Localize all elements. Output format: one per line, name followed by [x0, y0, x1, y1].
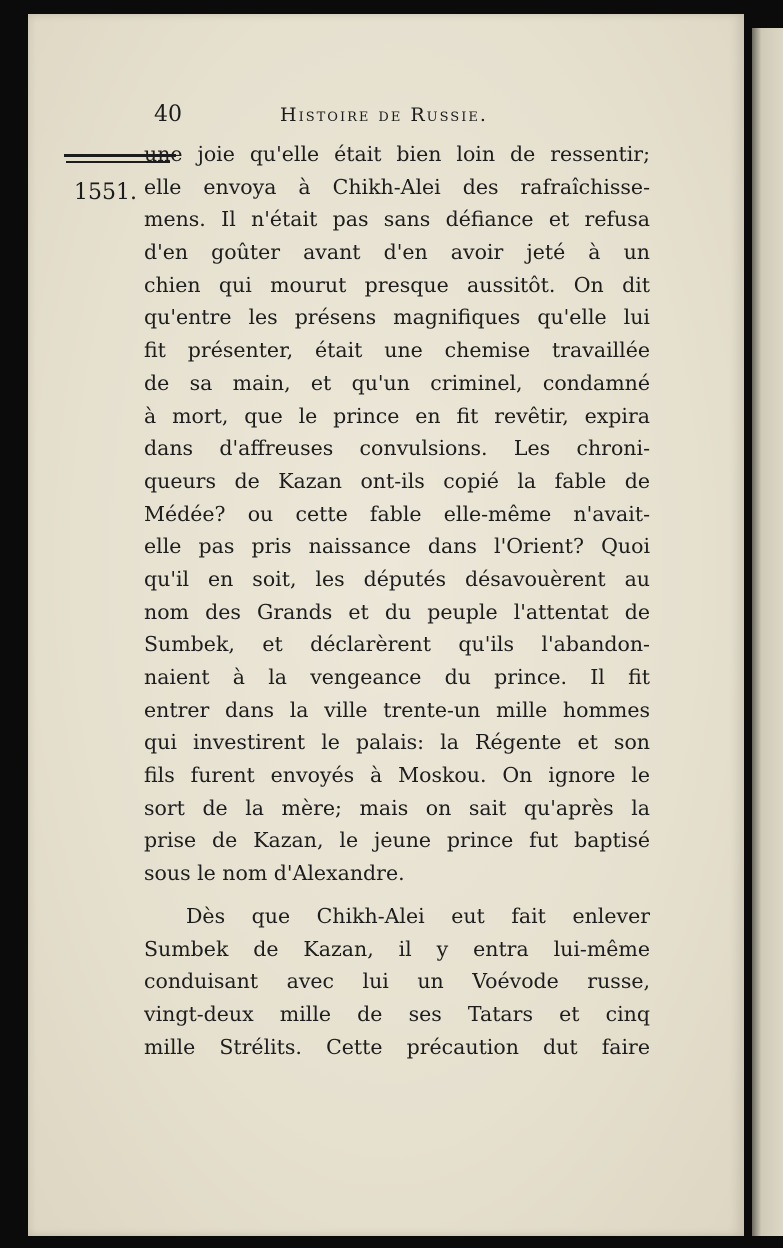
text-line: nom des Grands et du peuple l'attentat de: [144, 599, 650, 624]
text-line: fit présenter, était une chemise travaillée: [144, 338, 650, 363]
text-line: fils furent envoyés à Moskou. On ignore le: [144, 763, 650, 788]
text-line: vingt-deux mille de ses Tatars et cinq: [144, 1001, 650, 1026]
text-line: de sa main, et qu'un criminel, condamné: [144, 370, 650, 395]
paragraph-2: [144, 900, 650, 1063]
text-line: une joie qu'elle était bien loin de ressentir;: [144, 142, 650, 166]
text-line: à mort, que le prince en fit revêtir, expira: [144, 403, 650, 428]
margin-year-note: 1551.: [74, 180, 137, 205]
text-line: qu'entre les présens magnifiques qu'elle lui: [144, 305, 650, 330]
text-line: dans d'affreuses convulsions. Les chroni-: [144, 436, 650, 461]
text-line: elle pas pris naissance dans l'Orient? Quoi: [144, 534, 650, 559]
text-line: Médée? ou cette fable elle-même n'avait-: [144, 501, 650, 526]
running-title: Histoire de Russie.: [280, 104, 488, 126]
text-line: sort de la mère; mais on sait qu'après la: [144, 795, 650, 820]
text-line: Sumbek, et déclarèrent qu'ils l'abandon-: [144, 632, 650, 657]
text-line: mens. Il n'était pas sans défiance et refusa: [144, 207, 650, 232]
text-line: Sumbek de Kazan, il y entra lui-même: [144, 936, 650, 961]
text-line: conduisant avec lui un Voévode russe,: [144, 969, 650, 994]
text-line: mille Strélits. Cette précaution dut faire: [144, 1034, 650, 1059]
page-number: 40: [154, 102, 182, 127]
text-line: qui investirent le palais: la Régente et son: [144, 730, 650, 755]
text-line: queurs de Kazan ont-ils copié la fable de: [144, 468, 650, 493]
paragraph-gap: [144, 890, 650, 900]
paragraph-1: [144, 138, 650, 890]
text-line: d'en goûter avant d'en avoir jeté à un: [144, 240, 650, 265]
text-line: prise de Kazan, le jeune prince fut baptisé: [144, 828, 650, 853]
body-text: [144, 138, 650, 1063]
book-page: [28, 14, 744, 1236]
facing-page-edge: [752, 28, 783, 1236]
text-line: elle envoya à Chikh-Alei des rafraîchisse-: [144, 174, 650, 199]
text-line: entrer dans la ville trente-un mille hommes: [144, 697, 650, 722]
text-line: sous le nom d'Alexandre.: [144, 861, 405, 886]
text-line: naient à la vengeance du prince. Il fit: [144, 665, 650, 689]
text-line: Dès que Chikh-Alei eut fait enlever: [186, 903, 650, 928]
text-line: qu'il en soit, les députés désavouèrent au: [144, 566, 650, 591]
running-head: [28, 102, 744, 138]
text-line: chien qui mourut presque aussitôt. On dit: [144, 272, 650, 297]
